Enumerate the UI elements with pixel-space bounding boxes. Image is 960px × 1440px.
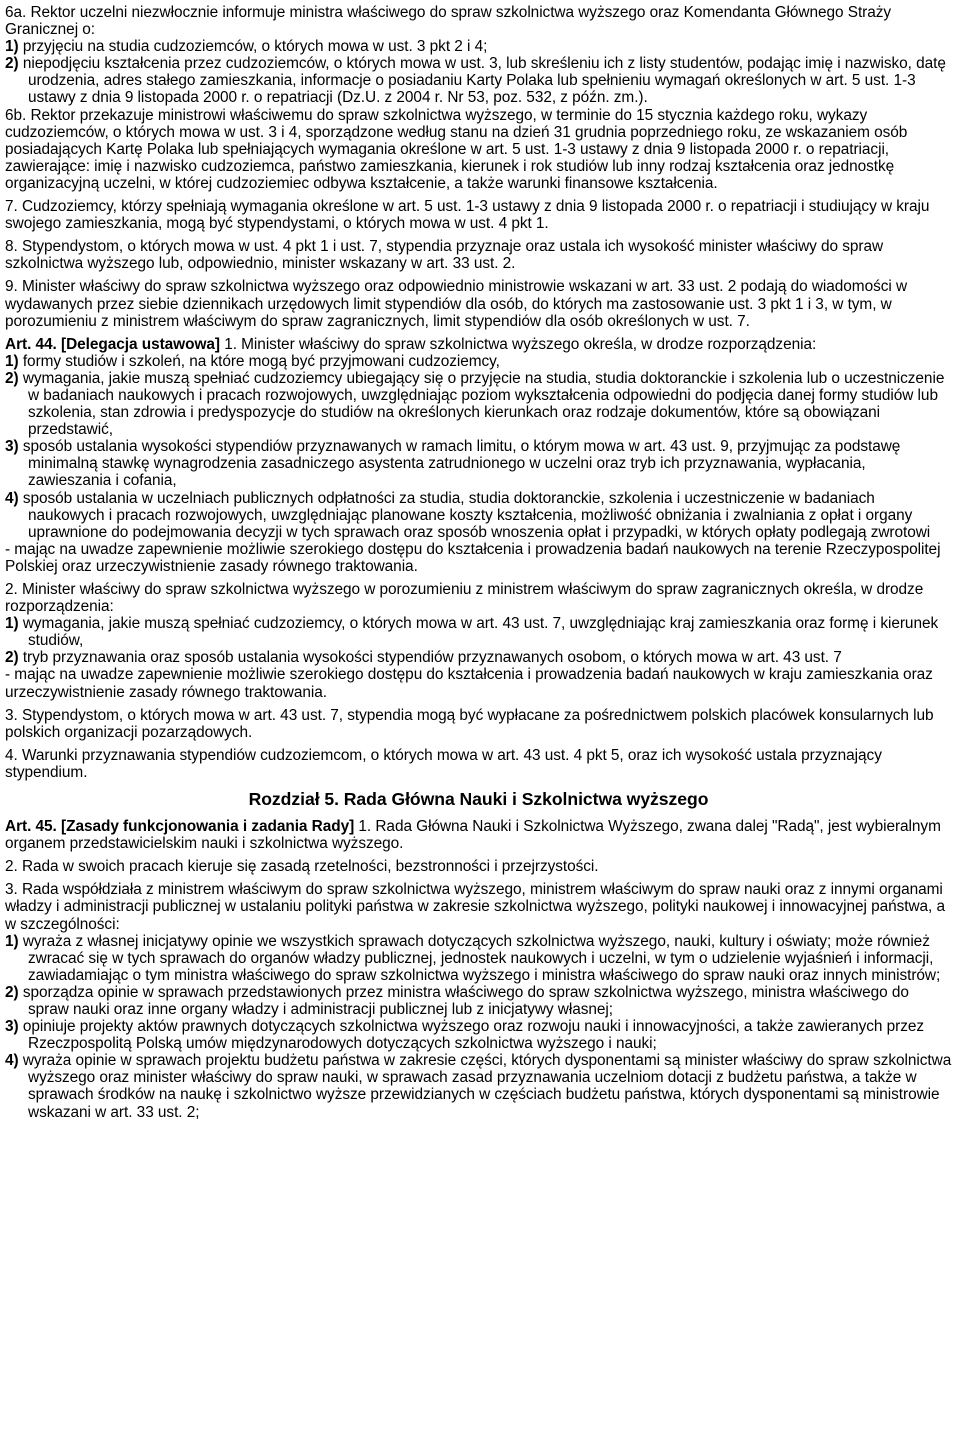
point-text: wymagania, jakie muszą spełniać cudzoziemcy ubiegający się o przyjęcie na studia, studia doktoranckie i szkolenia lub o uczestniczenie w badaniach naukowych i pracach rozwojowych, uwzględniając poziom wykształcenia odpowiedni do podjęcia danej formy studiów lub szkolenia, stan zdrowia i predyspozycje do studiów na określonych kierunkach oraz rodzaje dokumentów, które są obowiązani przedstawić, [22,369,945,439]
article-44-paragraph-2-point-2 [5,649,952,666]
article-45-title: [Zasady funkcjonowania i zadania Rady] [61,818,355,836]
article-44-label: Art. 44. [5,335,57,353]
article-44-point-1 [5,353,952,370]
point-number: 4) [5,489,19,507]
paragraph-7: 7. Cudzoziemcy, którzy spełniają wymagania określone w art. 5 ust. 1-3 ustawy z dnia 9 listopada 2000 r. o repatriacji i studiujący w kraju swojego zamieszkania, mogą być stypendystami, o których mowa w ust. 4 pkt 1. [5,198,930,233]
article-45-paragraph-3: 3. Rada współdziała z ministrem właściwym do spraw szkolnictwa wyższego, ministrem właściwym do spraw nauki oraz z innymi organami władzy i administracji publicznej w ustalaniu polityki państwa w zakresie szkolnictwa wyższego, polityki naukowej i innowacyjnej państwa, a w szczególności: [5,881,946,933]
point-number: 4) [5,1052,19,1070]
paragraph-9: 9. Minister właściwy do spraw szkolnictwa wyższego oraz odpowiednio ministrowie wskazani w art. 33 ust. 2 podają do wiadomości w wydawanych przez siebie dziennikach urzędowych limit stypendiów dla osób, do których ma zastosowanie ust. 3 pkt 1 i 3, w tym, w porozumieniu z ministrem właściwym do spraw zagranicznych, limit stypendiów dla osób określonych w ust. 7. [5,278,908,330]
article-45-point-2 [5,984,952,1018]
article-44-point-3 [5,438,952,489]
point-text: sporządza opinie w sprawach przedstawionych przez ministra właściwego do spraw szkolnictwa wyższego, ministra właściwego do spraw nauki oraz inne organy władzy i administracji publicznej lub z inicjatywy własnej; [22,983,909,1018]
point-number: 1) [5,615,19,633]
point-text: wymagania, jakie muszą spełniać cudzoziemcy, o których mowa w art. 43 ust. 7, uwzględniając kraj zamieszkania oraz formę i kierunek studiów, [22,615,939,650]
paragraph-6a-point-2 [5,55,952,106]
article-44-paragraph-2-closing: - mając na uwadze zapewnienie możliwie szerokiego dostępu do kształcenia i prowadzenia badań naukowych w kraju zamieszkania oraz urzeczywistnienie zasady równego traktowania. [5,666,933,701]
point-text: niepodjęciu kształcenia przez cudzoziemców, o których mowa w ust. 3, lub skreśleniu ich z listy studentów, podając imię i nazwisko, datę urodzenia, adres stałego zamieszkania, informacje o posiadaniu Karty Polaka lub spełnieniu wymagań określonych w art. 5 ust. 1-3 ustawy z dnia 9 listopada 2000 r. o repatriacji (Dz.U. z 2004 r. Nr 53, poz. 532, z późn. zm.). [22,55,946,107]
chapter-heading: Rozdział 5. Rada Główna Nauki i Szkolnictwa wyższego [248,789,709,810]
article-45-paragraph-2: 2. Rada w swoich pracach kieruje się zasadą rzetelności, bezstronności i przejrzystości. [5,858,599,876]
point-number: 3) [5,1018,19,1036]
article-45-label: Art. 45. [5,818,57,836]
article-44-paragraph-2: 2. Minister właściwy do spraw szkolnictwa wyższego w porozumieniu z ministrem właściwym do spraw zagranicznych określa, w drodze rozporządzenia: [5,581,924,616]
paragraph-6a-point-1 [5,38,952,55]
point-text: przyjęciu na studia cudzoziemców, o których mowa w ust. 3 pkt 2 i 4; [22,38,488,56]
article-44-closing: - mając na uwadze zapewnienie możliwie szerokiego dostępu do kształcenia i prowadzenia badań naukowych na terenie Rzeczypospolitej Polskiej oraz urzeczywistnienie zasady równego traktowania. [5,540,941,575]
point-text: wyraża opinie w sprawach projektu budżetu państwa w zakresie części, których dysponentami są minister właściwy do spraw szkolnictwa wyższego oraz minister właściwy do spraw nauki, w sprawach zasad przyznawania uczelniom dotacji z budżetu państwa, a także w sprawach środków na naukę i szkolnictwo wyższe przewidzianych w częściach budżetu państwa, których dysponentami są ministrowie wskazani w art. 33 ust. 2; [22,1052,952,1121]
article-44-title: [Delegacja ustawowa] [61,335,220,353]
article-45-intro-text: 1. Rada Główna Nauki i Szkolnictwa Wyższego, zwana dalej "Radą", jest wybieralnym organem przedstawicielskim nauki i szkolnictwa wyższego. [5,818,941,853]
point-number: 2) [5,983,19,1001]
article-44-paragraph-4: 4. Warunki przyznawania stypendiów cudzoziemcom, o których mowa w art. 43 ust. 4 pkt 5, oraz ich wysokość ustala przyznający stypendium. [5,746,882,781]
paragraph-6b: 6b. Rektor przekazuje ministrowi właściwemu do spraw szkolnictwa wyższego, w terminie do 15 stycznia każdego roku, wykazy cudzoziemców, o których mowa w ust. 3 i 4, sporządzone według stanu na dzień 31 grudnia poprzedniego roku, ze wskazaniem osób posiadających Kartę Polaka lub spełniających wymagania określone w art. 5 ust. 1-3 ustawy z dnia 9 listopada 2000 r. o repatriacji, zawierające: imię i nazwisko cudzoziemca, państwo zamieszkania, kierunek i rok studiów lub inny rodzaj kształcenia oraz jednostkę organizacyjną uczelni, w której cudzoziemiec odbywa kształcenie, a także warunki finansowe kształcenia. [5,106,908,192]
point-number: 1) [5,352,19,370]
article-44-intro-text: 1. Minister właściwy do spraw szkolnictwa wyższego określa, w drodze rozporządzenia: [224,335,817,353]
article-44-point-2 [5,370,952,438]
article-44-paragraph-2-point-1 [5,615,952,649]
paragraph-8: 8. Stypendystom, o których mowa w ust. 4 pkt 1 i ust. 7, stypendia przyznaje oraz ustala ich wysokość minister właściwy do spraw szkolnictwa wyższego lub, odpowiednio, minister wskazany w art. 33 ust. 2. [5,238,884,273]
point-number: 2) [5,369,19,387]
point-text: opiniuje projekty aktów prawnych dotyczących szkolnictwa wyższego oraz rozwoju nauki i innowacyjności, a także zawieranych przez Rzeczpospolitą Polską umów międzynarodowych dotyczących szkolnictwa wyższego i nauki; [22,1018,925,1053]
point-number: 1) [5,38,19,56]
paragraph-6a: 6a. Rektor uczelni niezwłocznie informuje ministra właściwego do spraw szkolnictwa wyższego oraz Komendanta Głównego Straży Granicznej o: [5,4,892,39]
article-44-point-4 [5,490,952,541]
point-text: tryb przyznawania oraz sposób ustalania wysokości stypendiów przyznawanych osobom, o których mowa w art. 43 ust. 7 [22,649,842,667]
point-number: 3) [5,438,19,456]
article-44-intro [5,336,952,353]
article-45-point-4 [5,1052,952,1120]
article-45-intro [5,818,952,852]
point-number: 1) [5,932,19,950]
article-44-paragraph-3: 3. Stypendystom, o których mowa w art. 43 ust. 7, stypendia mogą być wypłacane za pośrednictwem polskich placówek konsularnych lub polskich organizacji pozarządowych. [5,706,934,741]
point-text: formy studiów i szkoleń, na które mogą być przyjmowani cudzoziemcy, [22,352,500,370]
point-number: 2) [5,649,19,667]
point-text: sposób ustalania wysokości stypendiów przyznawanych w ramach limitu, o którym mowa w art. 43 ust. 9, przyjmując za podstawę minimalną stawkę wynagrodzenia zasadniczego asystenta zatrudnionego w uczelni oraz tryb ich przyznawania, wypłacania, zawieszania i cofania, [22,438,901,490]
point-text: sposób ustalania w uczelniach publicznych odpłatności za studia, studia doktoranckie, szkolenia i uczestniczenie w badaniach naukowych i pracach rozwojowych, uwzględniając planowane koszty kształcenia, możliwość obniżania i zwalniania z opłat i organy uprawnione do podejmowania decyzji w tych sprawach oraz sposób wnoszenia opłat i przypadki, w których opłaty podlegają zwrotowi [22,489,931,541]
point-number: 2) [5,55,19,73]
article-45-point-3 [5,1018,952,1052]
article-45-point-1 [5,933,952,984]
point-text: wyraża z własnej inicjatywy opinie we wszystkich sprawach dotyczących szkolnictwa wyższego, nauki, kultury i oświaty; może również zwracać się w tych sprawach do organów władzy publicznej, jednostek naukowych i uczelni, w tym o udzielenie wyjaśnień i informacji, zawiadamiając o tym ministra właściwego do spraw szkolnictwa wyższego i ministra właściwego do spraw nauki oraz innych ministrów; [22,932,941,984]
